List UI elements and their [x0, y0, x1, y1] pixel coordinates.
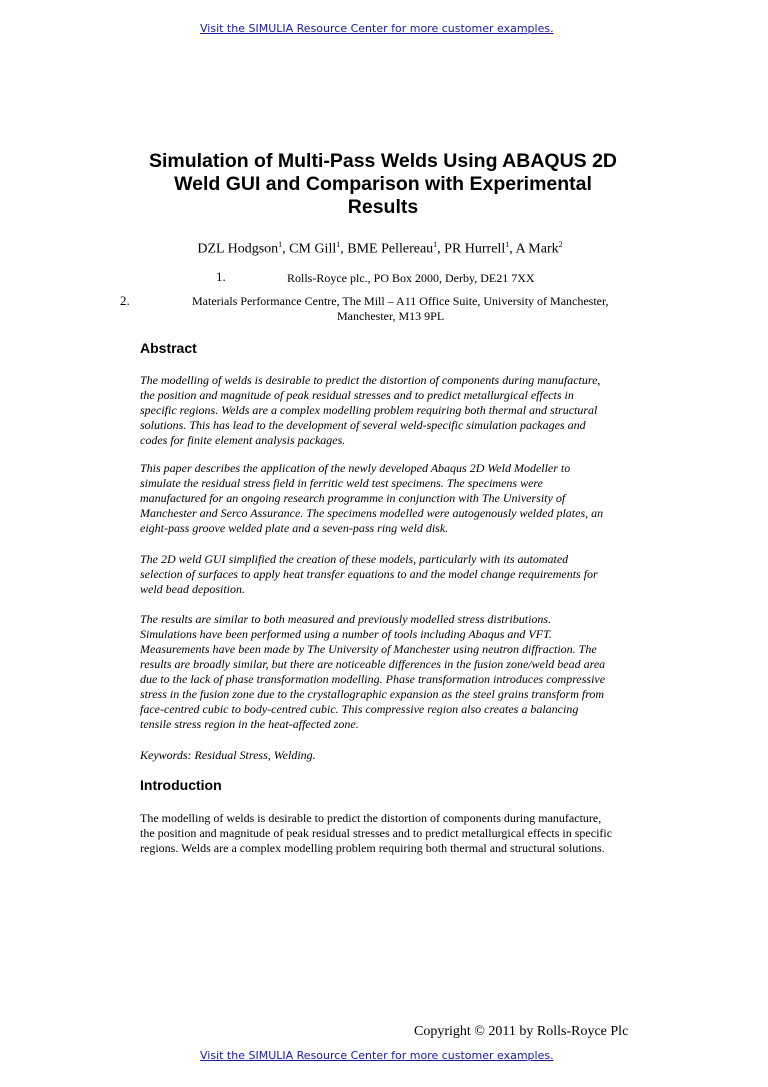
text-line: manufactured for an ongoing research programme in conjunction with The University of: [140, 491, 566, 505]
affiliation-number: 2.: [120, 293, 130, 308]
text-line: The modelling of welds is desirable to predict the distortion of components during manufacture,: [140, 811, 602, 825]
text-line: tensile stress region in the heat-affected zone.: [140, 717, 359, 731]
affiliation-text: Materials Performance Centre, The Mill – A11 Office Suite, University of Manchester,: [192, 294, 609, 308]
text-line: specific regions. Welds are a complex modelling problem requiring both thermal and structural: [140, 403, 598, 417]
text-line: selection of surfaces to apply heat transfer equations to and the model change requirements for: [140, 567, 598, 581]
abstract-paragraph: [140, 612, 660, 732]
text-line: due to the lack of phase transformation modelling. Phase transformation introduces compressive: [140, 672, 606, 686]
abstract-paragraph: [140, 373, 660, 448]
introduction-paragraph: [140, 811, 660, 856]
text-line: Measurements have been made by The University of Manchester using neutron diffraction. The: [140, 642, 597, 656]
author-affiliation-mark: 1: [505, 240, 510, 249]
abstract-paragraph: [140, 552, 660, 597]
author-name: , CM Gill: [282, 241, 337, 257]
title-line: Simulation of Multi-Pass Welds Using ABAQUS 2D: [148, 150, 618, 172]
author-name: DZL Hodgson: [197, 241, 279, 257]
abstract-heading: Abstract: [140, 340, 197, 356]
text-line: solutions. This has lead to the development of several weld-specific simulation packages and: [140, 418, 586, 432]
text-line: This paper describes the application of the newly developed Abaqus 2D Weld Modeller to: [140, 461, 571, 475]
title-line: Results: [347, 196, 419, 218]
abstract-paragraph: [140, 461, 660, 536]
author-affiliation-mark: 1: [433, 240, 438, 249]
introduction-heading: Introduction: [140, 777, 222, 793]
author-name: , PR Hurrell: [437, 241, 506, 257]
paper-title: [120, 150, 646, 219]
author-affiliation-mark: 1: [336, 240, 341, 249]
affiliation-text: Manchester, M13 9PL: [337, 309, 445, 323]
text-line: The results are similar to both measured and previously modelled stress distributions.: [140, 612, 552, 626]
text-line: codes for finite element analysis packages.: [140, 433, 346, 447]
text-line: The modelling of welds is desirable to predict the distortion of components during manufacture,: [140, 373, 601, 387]
text-line: regions. Welds are a complex modelling problem requiring both thermal and structural solutions.: [140, 841, 605, 855]
author-name: , A Mark: [509, 241, 559, 257]
text-line: results are broadly similar, but there are noticeable differences in the fusion zone/weld bead area: [140, 657, 606, 671]
copyright-notice: Copyright © 2011 by Rolls-Royce Plc: [414, 1024, 629, 1039]
text-line: stress in the fusion zone due to the crystallographic expansion as the steel grains transform from: [140, 687, 605, 701]
author-list: [100, 240, 660, 258]
text-line: simulate the residual stress field in ferritic weld test specimens. The specimens were: [140, 476, 543, 490]
text-line: Manchester and Serco Assurance. The specimens modelled were autogenously welded plates, an: [140, 506, 604, 520]
author-affiliation-mark: 2: [558, 240, 563, 249]
keywords: [140, 748, 660, 763]
text-line: the position and magnitude of peak residual stresses and to predict metallurgical effects in: [140, 388, 574, 402]
simulia-resource-link-top[interactable]: Visit the SIMULIA Resource Center for more customer examples.: [200, 22, 554, 35]
text-line: Keywords: Residual Stress, Welding.: [140, 748, 316, 762]
text-line: face-centred cubic to body-centred cubic. This compressive region also creates a balancing: [140, 702, 579, 716]
text-line: weld bead deposition.: [140, 582, 245, 596]
text-line: The 2D weld GUI simplified the creation of these models, particularly with its automated: [140, 552, 569, 566]
text-line: the position and magnitude of peak residual stresses and to predict metallurgical effects in specific: [140, 826, 613, 840]
affiliation-text: Rolls-Royce plc., PO Box 2000, Derby, DE21 7XX: [287, 271, 535, 285]
text-line: eight-pass groove welded plate and a seven-pass ring weld disk.: [140, 521, 449, 535]
author-name: , BME Pellereau: [340, 241, 434, 257]
author-affiliation-mark: 1: [278, 240, 283, 249]
title-line: Weld GUI and Comparison with Experimental: [174, 173, 592, 195]
simulia-resource-link-bottom[interactable]: Visit the SIMULIA Resource Center for more customer examples.: [200, 1049, 554, 1062]
text-line: Simulations have been performed using a number of tools including Abaqus and VFT.: [140, 627, 552, 641]
affiliation-number: 1.: [216, 269, 226, 284]
